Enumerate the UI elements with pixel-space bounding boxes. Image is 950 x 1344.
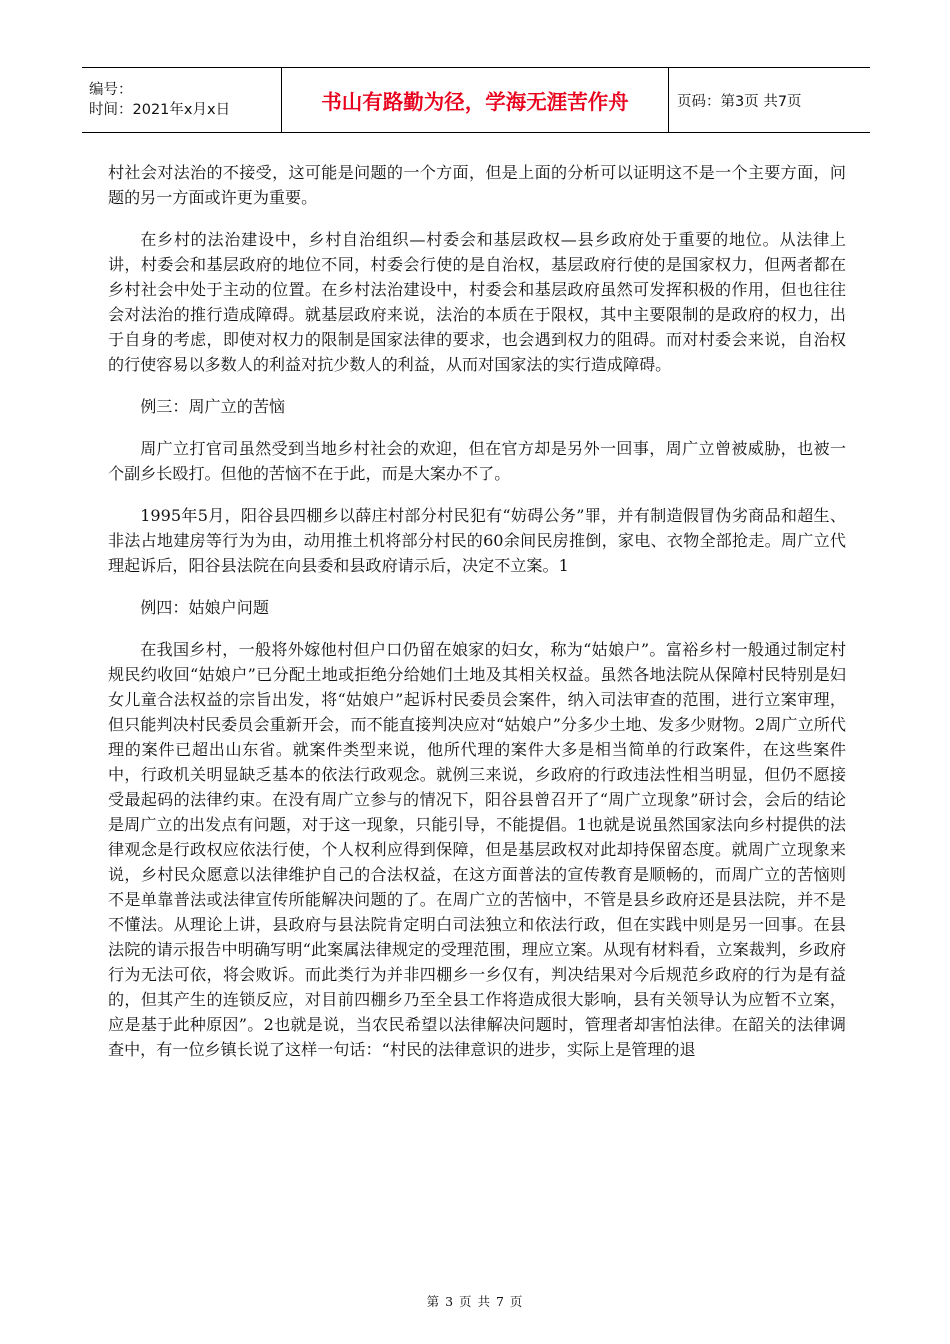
paragraph: 在我国乡村，一般将外嫁他村但户口仍留在娘家的妇女，称为“姑娘户”。富裕乡村一般通过制定村规民约收回“姑娘户”已分配土地或拒绝分给她们土地及其相关权益。虽然各地法院从保障村民特别是妇女儿童合法权益的宗旨出发，将“姑娘户”起诉村民委员会案件，纳入司法审查的范围，进行立案审理，但只能判决村民委员会重新开会，而不能直接判决应对“姑娘户”分多少土地、发多少财物。2周广立所代理的案件已超出山东省。就案件类型来说，他所代理的案件大多是相当简单的行政案件，在这些案件中，行政机关明显缺乏基本的依法行政观念。就例三来说，乡政府的行政违法性相当明显，但仍不愿接受最起码的法律约束。在没有周广立参与的情况下，阳谷县曾召开了“周广立现象”研讨会，会后的结论是周广立的出发点有问题，对于这一现象，只能引导，不能提倡。1也就是说虽然国家法向乡村提供的法律观念是行政权应依法行使，个人权利应得到保障，但是基层政权对此却持保留态度。就周广立现象来说，乡村民众愿意以法律维护自己的合法权益，在这方面普法的宣传教育是顺畅的，而周广立的苦恼则不是单靠普法或法律宣传所能解决问题的了。在周广立的苦恼中，不管是县乡政府还是县法院，并不是不懂法。从理论上讲，县政府与县法院肯定明白司法独立和依法行政，但在实践中则是另一回事。在县法院的请示报告中明确写明“此案属法律规定的受理范围，理应立案。从现有材料看，立案裁判，乡政府行为无法可依，将会败诉。而此类行为并非四棚乡一乡仅有，判决结果对今后规范乡政府的行为是有益的，但其产生的连锁反应，对目前四棚乡乃至全县工作将造成很大影响，县有关领导认为应暂不立案，应是基于此种原因”。2也就是说，当农民希望以法律解决问题时，管理者却害怕法律。在韶关的法律调查中，有一位乡镇长说了这样一句话：“村民的法律意识的进步，实际上是管理的退 (108, 640, 846, 1059)
header-page-number: 页码：第3页 共7页 (677, 93, 802, 110)
section-heading: 例四：姑娘户问题 (140, 598, 269, 617)
document-body (108, 160, 846, 1079)
paragraph: 周广立打官司虽然受到当地乡村社会的欢迎，但在官方却是另外一回事，周广立曾被威胁，也被一个副乡长殴打。但他的苦恼不在于此，而是大案办不了。 (108, 439, 846, 483)
document-time: 时间：2021年x月x日 (89, 102, 231, 118)
paragraph: 在乡村的法治建设中，乡村自治组织—村委会和基层政权—县乡政府处于重要的地位。从法律上讲，村委会和基层政府的地位不同，村委会行使的是自治权，基层政府行使的是国家权力，但两者都在乡村社会中处于主动的位置。在乡村法治建设中，村委会和基层政府虽然可发挥积极的作用，但也往往会对法治的推行造成障碍。就基层政府来说，法治的本质在于限权，其中主要限制的是政府的权力，出于自身的考虑，即使对权力的限制是国家法律的要求，也会遇到权力的阻碍。而对村委会来说，自治权的行使容易以多数人的利益对抗少数人的利益，从而对国家法的实行造成障碍。 (108, 230, 846, 374)
header-motto: 书山有路勤为径，学海无涯苦作舟 (282, 68, 669, 132)
page-header (82, 67, 870, 133)
document-number: 编号： (89, 82, 133, 98)
section-heading: 例三：周广立的苦恼 (140, 397, 286, 416)
paragraph: 1995年5月，阳谷县四棚乡以薛庄村部分村民犯有“妨碍公务”罪，并有制造假冒伪劣商品和超生、非法占地建房等行为为由，动用推土机将部分村民的60余间民房推倒，家电、衣物全部抢走。周广立代理起诉后，阳谷县法院在向县委和县政府请示后，决定不立案。1 (108, 506, 846, 575)
header-meta (82, 68, 282, 132)
paragraph: 村社会对法治的不接受，这可能是问题的一个方面，但是上面的分析可以证明这不是一个主要方面，问题的另一方面或许更为重要。 (108, 163, 846, 207)
page-footer: 第 3 页 共 7 页 (426, 1294, 524, 1309)
